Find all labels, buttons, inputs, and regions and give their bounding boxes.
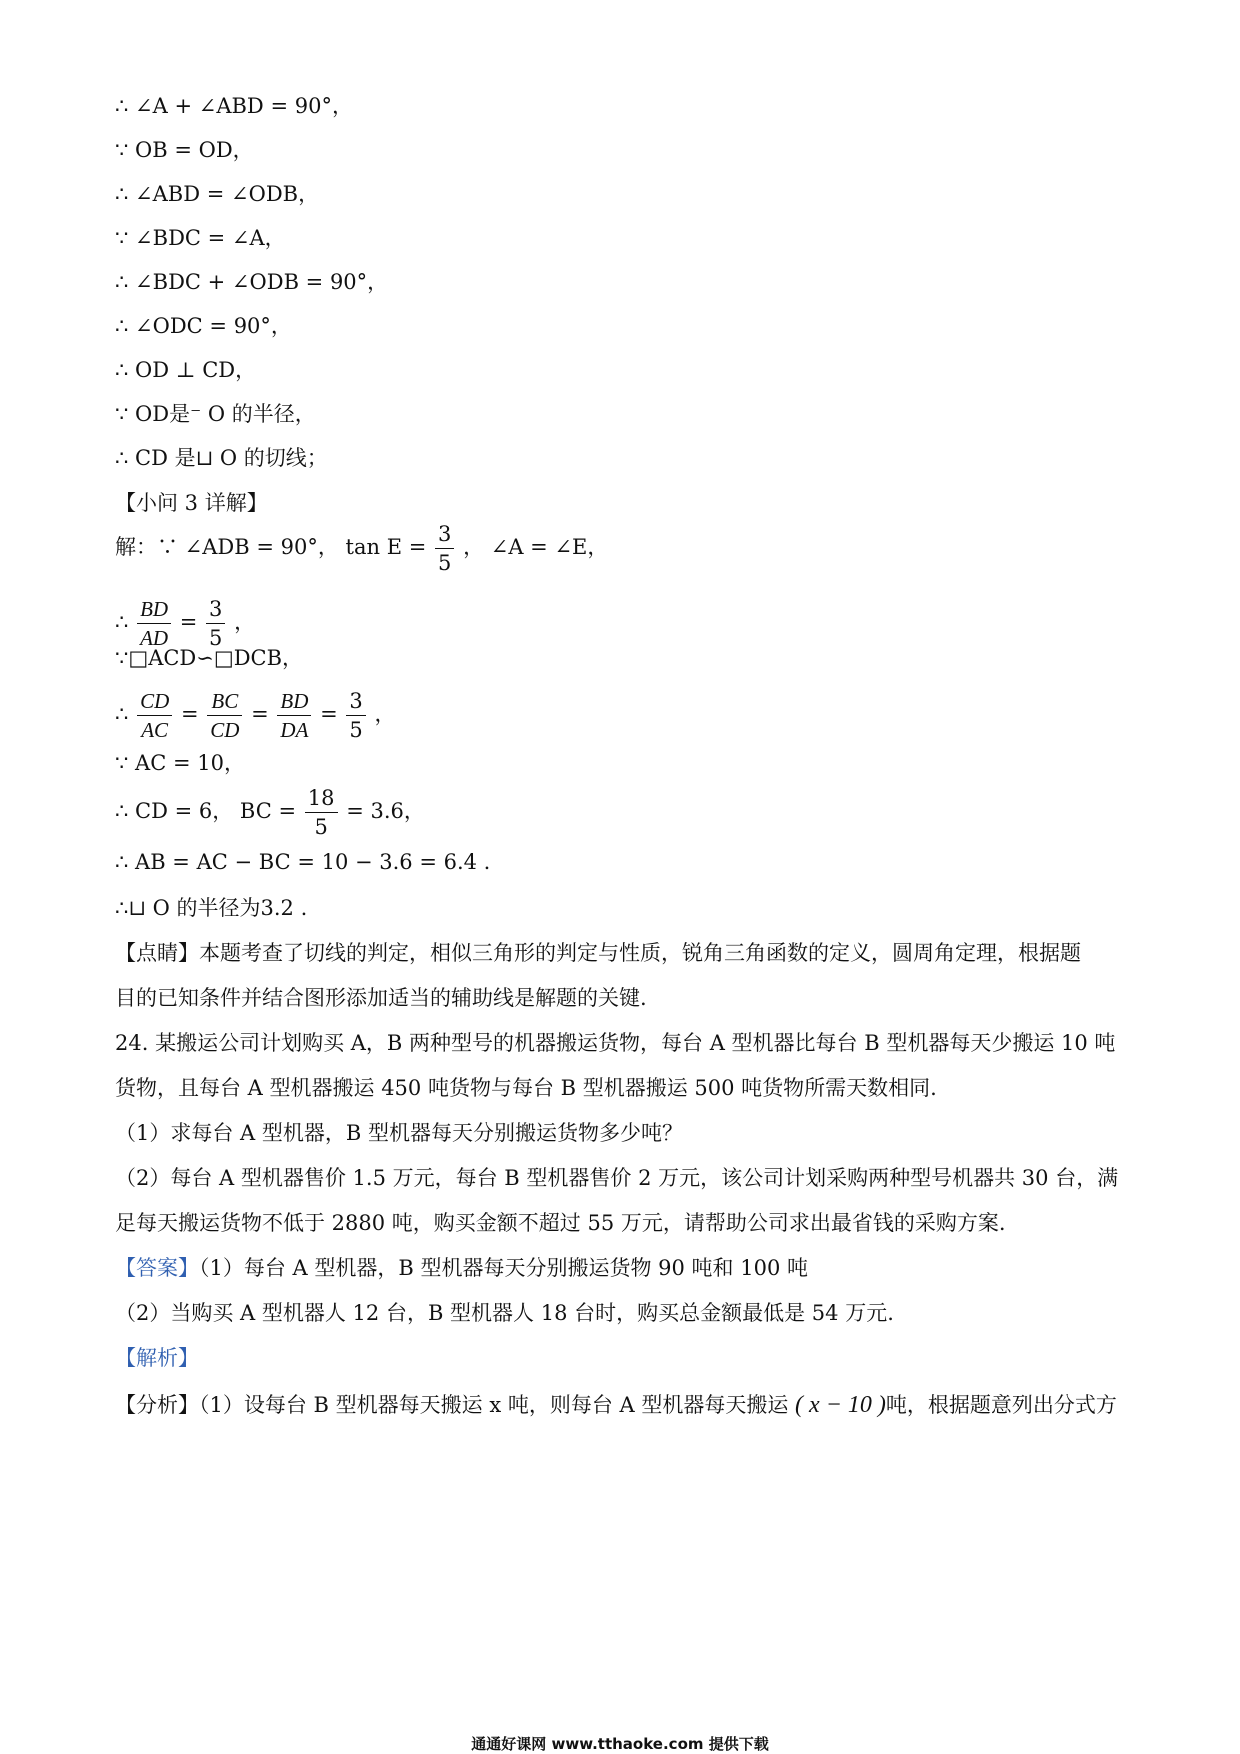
solution-line-1-prefix: 解：∵ ∠ADB = 90°， tan E =	[115, 535, 427, 559]
therefore-symbol: ∴	[115, 702, 129, 726]
proof-line-1: ∴ ∠A + ∠ABD = 90°，	[115, 94, 353, 118]
solution-line-3: ∵□ACD∽□DCB，	[115, 646, 304, 670]
fraction-denominator: 5	[314, 815, 328, 839]
fraction-three-fifths	[206, 595, 225, 652]
fraction-denominator: DA	[280, 718, 309, 742]
fraction-bd-ad	[137, 595, 171, 652]
answer-line-2: （2）当购买 A 型机器人 12 台，B 型机器人 18 台时，购买总金额最低是 54 万元.	[115, 1301, 894, 1325]
fraction-cd-ac	[137, 687, 172, 744]
analysis-text-end: 吨，根据题意列出分式方	[885, 1393, 1117, 1417]
fraction-denominator: AC	[141, 718, 169, 742]
equals-sign: =	[180, 702, 199, 726]
proof-line-5: ∴ ∠BDC + ∠ODB = 90°，	[115, 270, 389, 294]
question-24-part-2-line-1: （2）每台 A 型机器售价 1.5 万元，每台 B 型机器售价 2 万元，该公司计划采购两种型号机器共 30 台，满	[115, 1166, 1119, 1190]
fraction-numerator: BD	[277, 687, 311, 716]
question-24-line-1: 24. 某搬运公司计划购买 A，B 两种型号的机器搬运货物，每台 A 型机器比每台 B 型机器每天少搬运 10 吨	[115, 1031, 1116, 1055]
solution-line-8: ∴⊔ O 的半径为3.2 .	[115, 896, 308, 920]
solution-line-2	[115, 594, 255, 652]
solution-line-5: ∵ AC = 10，	[115, 751, 245, 775]
fraction-bc-cd	[207, 687, 242, 744]
solution-line-4	[115, 686, 395, 744]
proof-line-8: ∵ OD是⁻ O 的半径，	[115, 402, 316, 426]
solution-line-1	[115, 519, 608, 577]
analysis-tag: 【解析】	[115, 1346, 199, 1370]
fraction-numerator: 3	[206, 595, 225, 624]
question-24-part-2-line-2: 足每天搬运货物不低于 2880 吨，购买金额不超过 55 万元，请帮助公司求出最省钱的采购方案.	[115, 1211, 1006, 1235]
fraction-numerator: BD	[137, 595, 171, 624]
question-24-part-1: （1）求每台 A 型机器，B 型机器每天分别搬运货物多少吨？	[115, 1121, 683, 1145]
proof-line-4: ∵ ∠BDC = ∠A，	[115, 226, 286, 250]
fraction-numerator: 3	[346, 687, 365, 716]
solution-line-6-prefix: ∴ CD = 6， BC =	[115, 799, 297, 823]
footer-source: 通通好课网 www.tthaoke.com 提供下载	[471, 1735, 769, 1753]
fraction-denominator: AD	[140, 626, 169, 650]
line-end-comma: ，	[374, 702, 396, 726]
analysis-line-1	[115, 1392, 1117, 1418]
fraction-denominator: 5	[209, 626, 223, 650]
fraction-bd-da	[277, 687, 311, 744]
fraction-numerator: BC	[207, 687, 242, 716]
proof-line-2: ∵ OB = OD，	[115, 138, 254, 162]
fraction-numerator: 18	[305, 784, 338, 813]
fraction-numerator: 3	[435, 520, 454, 549]
solution-line-6-suffix: = 3.6，	[346, 799, 425, 823]
analysis-label: 【分析】	[115, 1393, 199, 1417]
answer-tag: 【答案】	[115, 1256, 199, 1280]
answer-part-1: （1）每台 A 型机器，B 型机器每天分别搬运货物 90 吨和 100 吨	[199, 1256, 808, 1280]
proof-line-7: ∴ OD ⊥ CD，	[115, 358, 257, 382]
fraction-numerator: CD	[137, 687, 172, 716]
question-24-line-2: 货物，且每台 A 型机器搬运 450 吨货物与每台 B 型机器搬运 500 吨货物所需天数相同.	[115, 1076, 937, 1100]
fraction-denominator: CD	[210, 718, 240, 742]
fraction-denominator: 5	[349, 718, 363, 742]
fraction-three-fifths	[346, 687, 365, 744]
solution-line-1-suffix: ， ∠A = ∠E，	[463, 535, 609, 559]
equals-sign: =	[179, 610, 198, 634]
proof-line-3: ∴ ∠ABD = ∠ODB，	[115, 182, 320, 206]
expression-x-minus-10: ( x − 10 )	[795, 1392, 886, 1418]
solution-line-6	[115, 783, 425, 841]
proof-line-6: ∴ ∠ODC = 90°，	[115, 314, 292, 338]
therefore-symbol: ∴	[115, 610, 129, 634]
equals-sign: =	[320, 702, 338, 726]
remark-line-1: 【点睛】本题考查了切线的判定，相似三角形的判定与性质，锐角三角函数的定义，圆周角定理，根据题	[115, 941, 1081, 965]
line-end-comma: ，	[234, 610, 256, 634]
answer-line-1	[115, 1255, 808, 1281]
analysis-text: （1）设每台 B 型机器每天搬运 x 吨，则每台 A 型机器每天搬运	[199, 1393, 789, 1417]
fraction-eighteen-fifths	[305, 784, 338, 841]
solution-line-7: ∴ AB = AC − BC = 10 − 3.6 = 6.4 .	[115, 850, 491, 874]
section-heading-q3: 【小问 3 详解】	[115, 491, 268, 515]
fraction-denominator: 5	[438, 551, 452, 575]
remark-line-2: 目的已知条件并结合图形添加适当的辅助线是解题的关键.	[115, 986, 647, 1010]
fraction-tan-e	[435, 520, 454, 577]
proof-line-9: ∴ CD 是⊔ O 的切线；	[115, 446, 328, 470]
equals-sign: =	[251, 702, 269, 726]
